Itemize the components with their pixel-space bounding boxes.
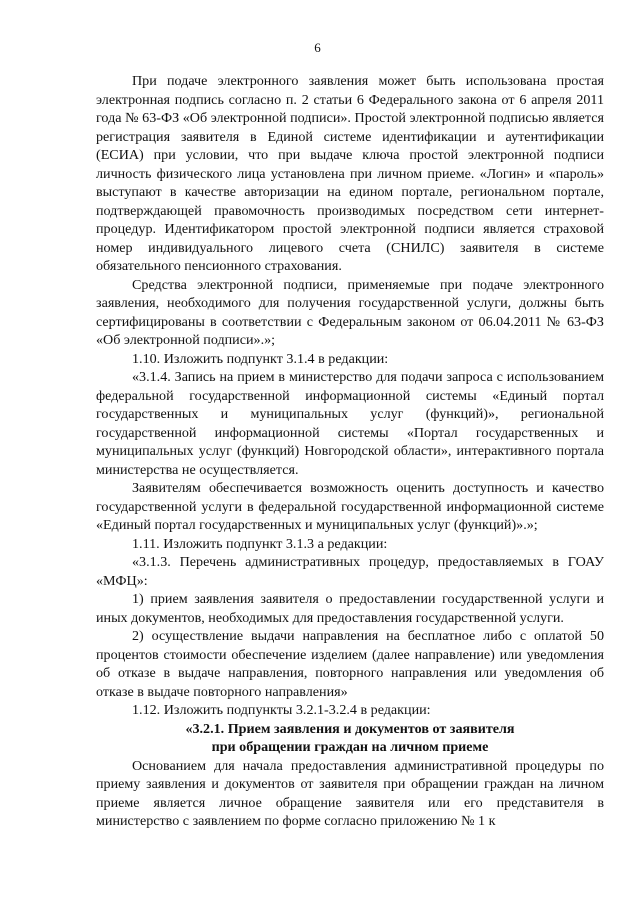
page-number: 6 xyxy=(314,40,321,55)
paragraph-3-1-4-text: «3.1.4. Запись на прием в министерство для подачи запроса с использованием федеральной государственной информационной системы «Единый портал государственных и муниципальных услуг (функций)», региональной государственной информационной системы «Портал государственных и муниципальных услуг (функций) Новгородской области», интерактивного портала министерства не осуществляется. xyxy=(96,369,604,478)
paragraph-signature-tools: Средства электронной подписи, применяемые при подаче электронного заявления, необходимого для получения государственной услуги, должны быть сертифицированы в соответствии с Федеральным законом от 06.04.2011 № 63-ФЗ «Об электронной подписи».»; xyxy=(96,276,604,348)
section-heading-line-2: при обращении граждан на личном приеме xyxy=(211,739,489,755)
paragraph-list-item-1: 1) прием заявления заявителя о предоставлении государственной услуги и иных документов, необходимых для предоставления государственной услуги. xyxy=(96,591,604,626)
paragraph-quality-assessment: Заявителям обеспечивается возможность оценить доступность и качество государственной услуги в федеральной государственной информационной системе «Единый портал государственных и муниципальных услуг (функций)».»; xyxy=(96,480,604,533)
paragraph-amend-3-2-1: 1.12. Изложить подпункты 3.2.1-3.2.4 в редакции: xyxy=(132,702,431,718)
document-body xyxy=(96,72,604,831)
paragraph-amend-3-1-4: 1.10. Изложить подпункт 3.1.4 в редакции: xyxy=(132,350,389,367)
section-heading-line-1: «3.2.1. Прием заявления и документов от заявителя xyxy=(185,720,515,737)
paragraph-procedure-basis: Основанием для начала предоставления административной процедуры по приему заявления и документов от заявителя при обращении граждан на личном приеме является личное обращение заявителя или его представителя в министерство с заявлением по форме согласно приложению № 1 к xyxy=(96,757,604,829)
paragraph-amend-3-1-3: 1.11. Изложить подпункт 3.1.3 а редакции: xyxy=(132,535,388,552)
paragraph-list-item-2: 2) осуществление выдачи направления на бесплатное либо с оплатой 50 процентов стоимости обеспечение изделием (далее направление) или уведомления об отказе в выдаче направления, повторного направления или уведомления об отказе в выдаче повторного направления» xyxy=(96,628,604,700)
paragraph-electronic-signature: При подаче электронного заявления может быть использована простая электронная подпись согласно п. 2 статьи 6 Федерального закона от 6 апреля 2011 года № 63-ФЗ «Об электронной подписи». Простой электронной подписью является регистрация заявителя в Единой системе идентификации и аутентификации (ЕСИА) при условии, что при выдаче ключа простой электронной подписи личность физического лица установлена при личном приеме. «Логин» и «пароль» выступают в качестве авторизации на едином портале, региональном портале, подтверждающей правомочность производимых посредством сети интернет-процедур. Идентификатором простой электронной подписи является страховой номер индивидуального лицевого счета (СНИЛС) заявителя в системе обязательного пенсионного страхования. xyxy=(96,73,604,274)
paragraph-3-1-3-text: «3.1.3. Перечень административных процедур, предоставляемых в ГОАУ «МФЦ»: xyxy=(96,554,604,589)
